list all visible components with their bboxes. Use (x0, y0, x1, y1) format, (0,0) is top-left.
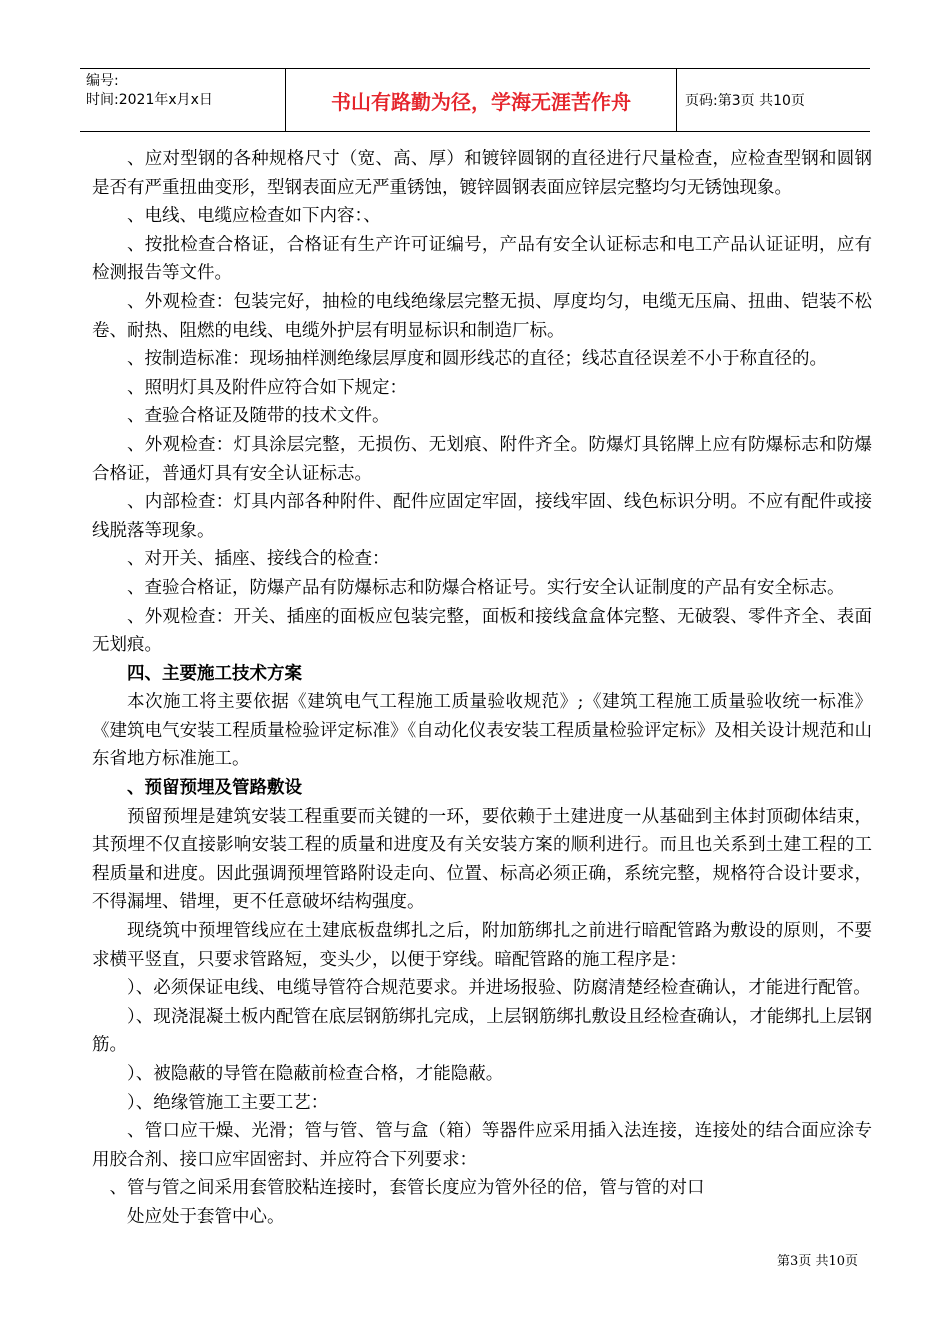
body-paragraph: 处应处于套管中心。 (127, 1206, 285, 1227)
body-paragraph: 、查验合格证及随带的技术文件。 (127, 406, 390, 427)
page-footer: 第3页 共10页 (777, 1254, 858, 1269)
header-motto: 书山有路勤为径，学海无涯苦作舟 (286, 69, 677, 131)
document-body (92, 145, 872, 1232)
section-heading: 、预留预埋及管路敷设 (127, 778, 302, 799)
header-meta (80, 69, 286, 131)
body-paragraph: 、外观检查：包装完好，抽检的电线绝缘层完整无损、厚度均匀，电缆无压扁、扭曲、铠装不松卷、耐热、阻燃的电线、电缆外护层有明显标识和制造厂标。 (92, 291, 872, 341)
body-paragraph: 、按批检查合格证，合格证有生产许可证编号，产品有安全认证标志和电工产品认证证明，应有检测报告等文件。 (92, 234, 872, 284)
document-number-label: 编号: (86, 73, 119, 89)
body-paragraph: ）、现浇混凝土板内配管在底层钢筋绑扎完成，上层钢筋绑扎敷设且经检查确认，才能绑扎上层钢筋。 (92, 1006, 872, 1056)
body-paragraph: 、应对型钢的各种规格尺寸（宽、高、厚）和镀锌圆钢的直径进行尺量检查，应检查型钢和圆钢是否有严重扭曲变形，型钢表面应无严重锈蚀，镀锌圆钢表面应锌层完整均匀无锈蚀现象。 (92, 149, 872, 198)
body-paragraph: 、查验合格证，防爆产品有防爆标志和防爆合格证号。实行安全认证制度的产品有安全标志。 (127, 577, 845, 598)
body-paragraph: 、对开关、插座、接线合的检查： (127, 549, 390, 570)
body-paragraph: 、管与管之间采用套管胶粘连接时，套管长度应为管外径的倍，管与管的对口 (109, 1178, 705, 1199)
header-page-info: 页码:第3页 共10页 (685, 93, 805, 109)
body-paragraph: 现绕筑中预埋管线应在土建底板盘绑扎之后，附加筋绑扎之前进行暗配管路为敷设的原则，不要求横平竖直，只要求管路短，变头少，以便于穿线。暗配管路的施工程序是： (92, 921, 872, 970)
body-paragraph: 、外观检查：开关、插座的面板应包装完整，面板和接线盒盒体完整、无破裂、零件齐全、表面无划痕。 (92, 606, 872, 656)
section-heading: 四、主要施工技术方案 (127, 663, 302, 684)
body-paragraph: ）、必须保证电线、电缆导管符合规范要求。并进场报验、防腐清楚经检查确认，才能进行配管。 (127, 978, 871, 999)
body-paragraph: 、内部检查：灯具内部各种附件、配件应固定牢固，接线牢固、线色标识分明。不应有配件或接线脱落等现象。 (92, 492, 872, 541)
body-paragraph: 、管口应干燥、光滑；管与管、管与盒（箱）等器件应采用插入法连接，连接处的结合面应涂专用胶合剂、接口应牢固密封、并应符合下列要求： (92, 1121, 872, 1170)
body-paragraph: 、按制造标准：现场抽样测绝缘层厚度和圆形线芯的直径；线芯直径误差不小于称直径的。 (127, 349, 827, 370)
body-paragraph: ）、被隐蔽的导管在隐蔽前检查合格，才能隐蔽。 (127, 1064, 504, 1084)
body-paragraph: 本次施工将主要依据《建筑电气工程施工质量验收规范》;《建筑工程施工质量验收统一标准》《建筑电气安装工程质量检验评定标准》《自动化仪表安装工程质量检验评定标》及相关设计规范和山东省地方标准施工。 (92, 692, 872, 770)
body-paragraph: ）、绝缘管施工主要工艺： (127, 1092, 329, 1113)
document-time-label: 时间:2021年x月x日 (86, 92, 213, 108)
page-header (80, 68, 870, 132)
body-paragraph: 、电线、电缆应检查如下内容：、 (127, 206, 381, 227)
body-paragraph: 、照明灯具及附件应符合如下规定： (127, 377, 407, 398)
body-paragraph: 预留预埋是建筑安装工程重要而关键的一环，要依赖于土建进度一从基础到主体封顶砌体结束，其预埋不仅直接影响安装工程的质量和进度及有关安装方案的顺利进行。而且也关系到土建工程的工程质量和进度。因此强调预埋管路附设走向、位置、标高必须正确，系统完整，规格符合设计要求，不得漏埋、错埋，更不任意破坏结构强度。 (92, 806, 872, 913)
body-paragraph: 、外观检查：灯具涂层完整，无损伤、无划痕、附件齐全。防爆灯具铭牌上应有防爆标志和防爆合格证，普通灯具有安全认证标志。 (92, 434, 872, 484)
